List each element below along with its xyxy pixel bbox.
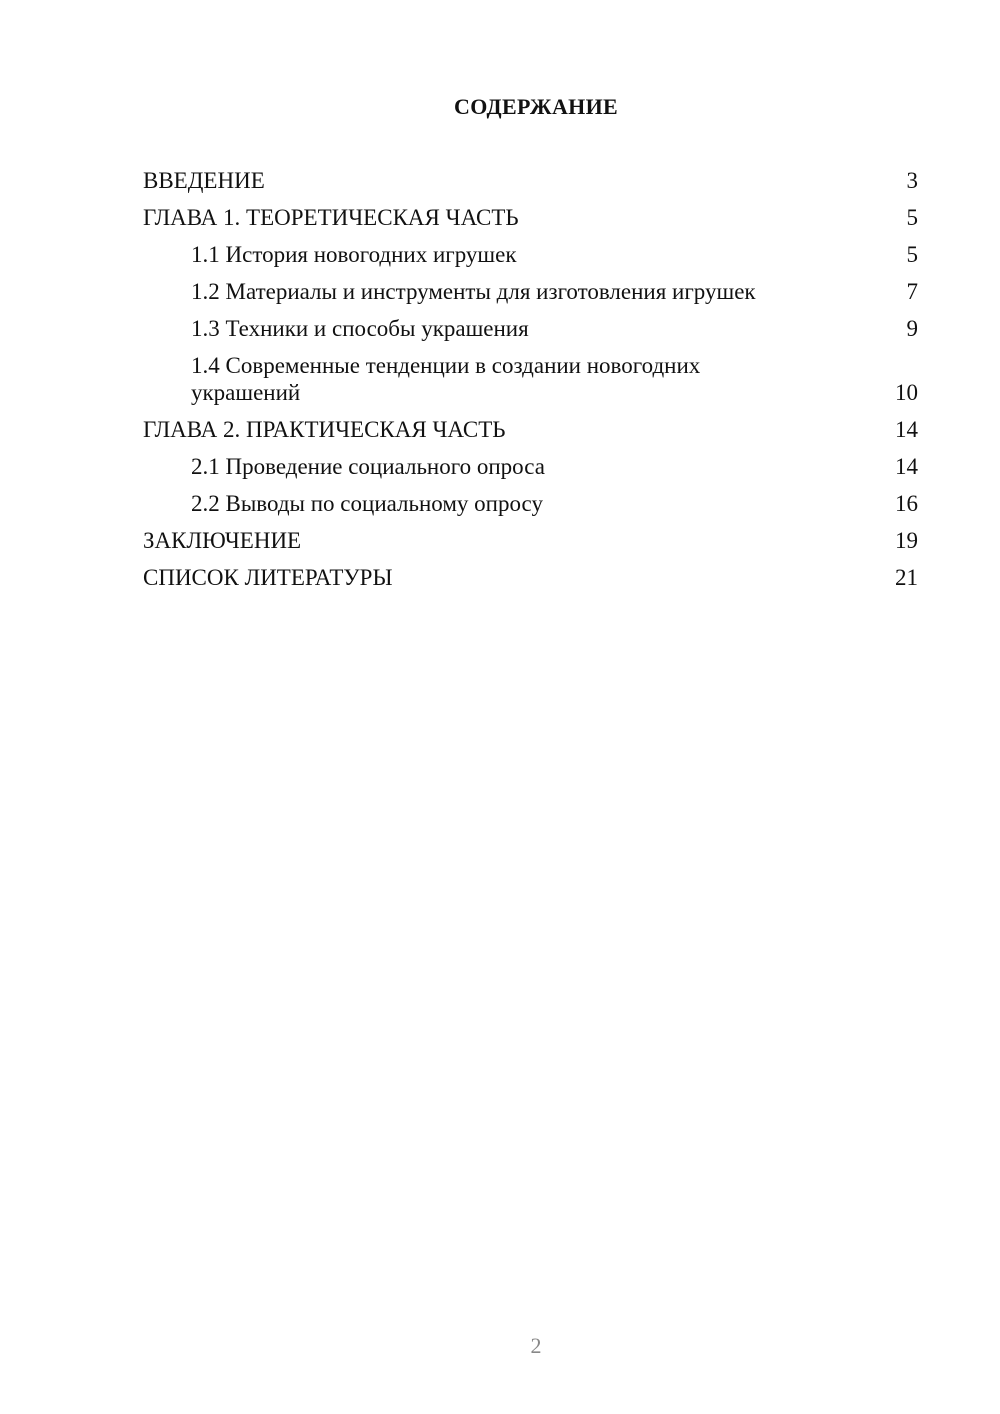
toc-entry-chapter-2[interactable]: [143, 416, 918, 443]
toc-entry-title: ЗАКЛЮЧЕНИЕ: [143, 528, 302, 553]
toc-entry-conclusion[interactable]: [143, 527, 918, 554]
toc-entry-title: 2.2 Выводы по социальному опросу: [191, 491, 543, 516]
toc-entry-title: ГЛАВА 1. ТЕОРЕТИЧЕСКАЯ ЧАСТЬ: [143, 205, 519, 230]
table-of-contents: [143, 167, 918, 601]
toc-entry-introduction[interactable]: [143, 167, 918, 194]
toc-entry-page: 5: [906, 205, 918, 230]
toc-entry-page: 14: [895, 454, 918, 479]
page-number: 2: [530, 1333, 542, 1358]
page-title: СОДЕРЖАНИЕ: [454, 94, 618, 119]
toc-entry-page: 9: [906, 316, 918, 341]
toc-entry-page: 14: [895, 417, 918, 442]
toc-entry-page: 5: [906, 242, 918, 267]
toc-entry-chapter-1[interactable]: [143, 204, 918, 231]
toc-entry-title: СПИСОК ЛИТЕРАТУРЫ: [143, 565, 393, 590]
toc-entry-references[interactable]: [143, 564, 918, 591]
toc-entry-page: 3: [906, 168, 918, 193]
toc-entry-page: 7: [906, 279, 918, 304]
toc-entry-title: ГЛАВА 2. ПРАКТИЧЕСКАЯ ЧАСТЬ: [143, 417, 506, 442]
toc-entry-section-1-2[interactable]: [143, 278, 918, 305]
toc-entry-section-1-3[interactable]: [143, 315, 918, 342]
toc-entry-page: 21: [895, 565, 918, 590]
toc-entry-title: 1.3 Техники и способы украшения: [191, 316, 529, 341]
toc-entry-section-1-1[interactable]: [143, 241, 918, 268]
toc-entry-title: 1.1 История новогодних игрушек: [191, 242, 517, 267]
toc-entry-section-2-1[interactable]: [143, 453, 918, 480]
toc-entry-title: 1.4 Современные тенденции в создании новогодних украшений: [191, 353, 701, 405]
toc-entry-title: 1.2 Материалы и инструменты для изготовления игрушек: [191, 279, 756, 304]
toc-entry-page: 16: [895, 491, 918, 516]
toc-entry-section-2-2[interactable]: [143, 490, 918, 517]
toc-entry-section-1-4[interactable]: [143, 352, 918, 406]
toc-entry-title: 2.1 Проведение социального опроса: [191, 454, 545, 479]
toc-entry-page: 10: [895, 380, 918, 405]
toc-entry-page: 19: [895, 528, 918, 553]
toc-entry-title: ВВЕДЕНИЕ: [143, 168, 265, 193]
